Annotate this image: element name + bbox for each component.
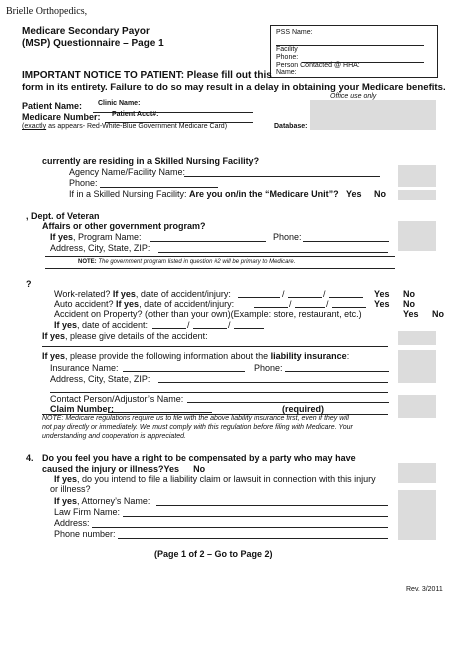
q3-note-line2: not pay directly or immediately. We must comply with this regulation before filing with Medicare. Your	[42, 424, 353, 431]
property-no-option[interactable]: No	[432, 309, 444, 319]
work-date-sep1: /	[282, 289, 285, 299]
insurance-name-label: Insurance Name:	[50, 363, 119, 373]
work-related-question: Work-related? If yes, date of accident/injury:	[54, 289, 231, 299]
work-date-sep2: /	[323, 289, 326, 299]
pss-name-label: PSS Name:	[276, 29, 313, 36]
q2-note: NOTE: The government program listed in question #2 will be primary to Medicare.	[78, 259, 296, 265]
practice-name: Brielle Orthopedics,	[6, 6, 88, 17]
attorney-name-label: If yes, Attorney’s Name:	[54, 496, 151, 506]
property-date-month[interactable]	[152, 328, 186, 329]
q2-text-line1: , Dept. of Veteran	[26, 211, 100, 221]
q4-shade-a	[398, 463, 436, 483]
notice-line1: IMPORTANT NOTICE TO PATIENT: Please fill out this	[22, 70, 272, 81]
auto-date-month[interactable]	[254, 307, 288, 308]
q3-shade-a	[398, 331, 436, 345]
patient-acct-label: Patient Acct#:	[112, 111, 159, 118]
property-date-sep2: /	[228, 320, 231, 330]
q3-note-line1: NOTE: Medicare regulations require us to file with the above liability insurance first, even if they will	[42, 415, 349, 422]
q3-shade-c	[398, 395, 436, 418]
auto-accident-question: Auto accident? If yes, date of accident/injury:	[54, 299, 235, 309]
q4-address-label: Address:	[54, 518, 90, 528]
q4-text-line1: Do you feel you have a right to be compensated by a party who may have	[42, 453, 356, 463]
card-instructions: (exactly as appears- Red-White-Blue Government Medicare Card)	[22, 123, 228, 130]
liability-phone-label: Phone:	[254, 363, 283, 373]
contact-person-line[interactable]	[187, 402, 389, 403]
auto-date-day[interactable]	[295, 307, 325, 308]
auto-date-sep1: /	[289, 299, 292, 309]
q1-shade-a	[398, 165, 436, 187]
insurance-name-line[interactable]	[123, 371, 245, 372]
revision-date: Rev. 3/2011	[406, 586, 443, 593]
work-date-month[interactable]	[238, 297, 280, 298]
liability-address-line[interactable]	[158, 382, 388, 383]
details-line[interactable]	[42, 346, 388, 347]
agency-line[interactable]	[184, 176, 380, 177]
details-label: If yes, please give details of the accident:	[42, 331, 208, 341]
auto-date-sep2: /	[326, 299, 329, 309]
q2-phone-label: Phone:	[273, 232, 302, 242]
form-title-line2: (MSP) Questionnaire – Page 1	[22, 38, 164, 49]
q2-text-line2: Affairs or other government program?	[42, 221, 206, 231]
q1-phone-line[interactable]	[100, 187, 218, 188]
q1-phone-label: Phone:	[69, 178, 98, 188]
q4-number: 4.	[26, 453, 34, 463]
clinic-name-label: Clinic Name:	[98, 100, 141, 107]
patient-name-label: Patient Name:	[22, 101, 83, 111]
law-firm-label: Law Firm Name:	[54, 507, 121, 517]
q4-phone-label: Phone number:	[54, 529, 116, 539]
page-indicator: (Page 1 of 2 – Go to Page 2)	[154, 549, 273, 559]
q3-shade-b	[398, 350, 436, 383]
office-use-only-label: Office use only	[330, 93, 377, 100]
q2-address-line[interactable]	[158, 252, 388, 253]
notice-line2: form in its entirety. Failure to do so may result in a delay in obtaining your Medicare benefits.	[22, 82, 446, 93]
q2-address-label: Address, City, State, ZIP:	[50, 243, 151, 253]
attorney-name-line[interactable]	[156, 505, 388, 506]
q3-marker: ?	[26, 279, 32, 289]
q2-note-rule-bottom	[45, 268, 395, 269]
q4-phone-line[interactable]	[118, 538, 388, 539]
property-date-day[interactable]	[193, 328, 227, 329]
claim-number-line[interactable]	[108, 412, 212, 413]
property-yes-option[interactable]: Yes	[403, 309, 419, 319]
property-accident-question: Accident on Property? (other than your own)(Example: store, restaurant, etc.)	[54, 309, 362, 319]
claim-required-label: (required)	[282, 404, 325, 414]
form-title-line1: Medicare Secondary Payor	[22, 26, 150, 37]
q1-no-option[interactable]: No	[374, 189, 386, 199]
q2-phone-line[interactable]	[303, 241, 389, 242]
liability-address-label: Address, City, State, ZIP:	[50, 374, 151, 384]
property-date-sep1: /	[187, 320, 190, 330]
work-no-option[interactable]: No	[403, 289, 415, 299]
property-date-label: If yes, date of accident:	[54, 320, 149, 330]
claim-number-label: Claim Number:	[50, 404, 115, 414]
q1-yes-option[interactable]: Yes	[346, 189, 362, 199]
agency-label: Agency Name/Facility Name:	[69, 167, 186, 177]
program-name-line[interactable]	[150, 241, 266, 242]
law-firm-line[interactable]	[123, 516, 388, 517]
work-date-day[interactable]	[288, 297, 322, 298]
pss-name-line[interactable]	[276, 45, 424, 46]
contact-person-label: Contact Person/Adjustor’s Name:	[50, 394, 184, 404]
liability-address-line2[interactable]	[50, 392, 388, 393]
property-date-year[interactable]	[234, 328, 264, 329]
q2-note-rule-top	[45, 256, 395, 257]
work-yes-option[interactable]: Yes	[374, 289, 390, 299]
q1-shade-b	[398, 190, 436, 200]
q4-intend-line1: If yes, do you intend to file a liability claim or lawsuit in connection with this injury	[54, 474, 376, 484]
auto-no-option[interactable]: No	[403, 299, 415, 309]
q3-note-line3: understanding and cooperation is appreciated.	[42, 433, 186, 440]
facility-label: Facility	[276, 46, 298, 53]
q2-shade	[398, 221, 436, 251]
auto-yes-option[interactable]: Yes	[374, 299, 390, 309]
snf-question: If in a Skilled Nursing Facility: Are you on/in the “Medicare Unit”?	[69, 189, 339, 199]
q4-shade-b	[398, 490, 436, 540]
hha-name-label: Name:	[276, 69, 297, 75]
work-date-year[interactable]	[329, 297, 363, 298]
database-label: Database:	[274, 123, 308, 130]
medicare-number-label: Medicare Number:	[22, 112, 101, 122]
q4-intend-line2: or illness?	[50, 484, 91, 494]
liability-info-label: If yes, please provide the following information about the liability insurance:	[42, 351, 350, 361]
q4-address-line[interactable]	[92, 527, 388, 528]
liability-phone-line[interactable]	[285, 371, 389, 372]
q2-program-label: If yes, Program Name:	[50, 232, 142, 242]
q4-text-line2: caused the injury or illness?Yes No	[42, 464, 206, 474]
person-contacted-label: Person Contacted @ HHA:	[276, 62, 360, 69]
auto-date-year[interactable]	[332, 307, 366, 308]
q1-text: currently are residing in a Skilled Nursing Facility?	[42, 156, 260, 166]
office-use-shade	[310, 100, 436, 130]
facility-phone-label: Phone:	[276, 54, 299, 61]
